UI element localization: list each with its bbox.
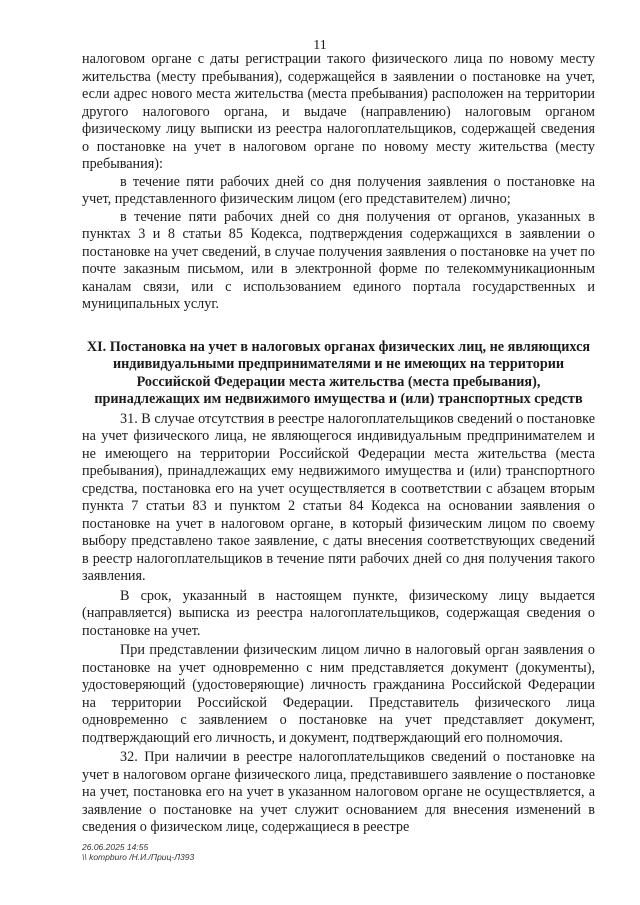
paragraph-term-personal: в течение пяти рабочих дней со дня получения заявления о постановке на учет, представленного физическим лицом (его представителем) лично; bbox=[82, 173, 595, 207]
page-number: 11 bbox=[313, 38, 327, 53]
paragraph-31: 31. В случае отсутствия в реестре налогоплательщиков сведений о постановке на учет физического лица, не являющегося индивидуальным предпринимателем и не имеющего на территории Российской Федерации места жительства (места пребывания), принадлежащих ему недвижимого имущества и (или) транспортного средства, постановка его на учет осуществляется в соответствии с абзацем вторым пункта 7 статьи 83 и пунктом 2 статьи 84 Кодекса на основании заявления о постановке на учет в налоговом органе, в который физическим лицом по своему выбору представлено такое заявление, с даты внесения соответствующих сведений в реестр налогоплательщиков в течение пяти рабочих дней со дня получения такого заявления. bbox=[82, 410, 595, 584]
paragraph-32: 32. При наличии в реестре налогоплательщиков сведений о постановке на учет в налоговом органе физического лица, представившего заявление о постановке на учет, постановка его на учет в указанном налоговом органе не осуществляется, а заявление о постановке на учет служит основанием для внесения изменений в сведения о физическом лице, содержащиеся в реестре bbox=[82, 749, 595, 835]
paragraph-31-extract: В срок, указанный в настоящем пункте, физическому лицу выдается (направляется) выписка из реестра налогоплательщиков, содержащая сведения о постановке на учет. bbox=[82, 587, 595, 639]
footer-path: \\ kompburo /Н.И./Приц-Л393 bbox=[82, 852, 195, 862]
paragraph-continuation: налоговом органе с даты регистрации такого физического лица по новому месту жительства (месту пребывания), содержащейся в заявлении о постановке на учет, если адрес нового места жительства (места пребывания) расположен на территории другого налогового органа, и выдаче (направлению) налоговым органом физическому лицу выписки из реестра налогоплательщиков, содержащей сведения о постановке на учет в налоговом органе по новому месту жительства (месту пребывания): bbox=[82, 51, 595, 172]
paragraph-31-personal: При представлении физическим лицом лично в налоговый орган заявления о постановке на учет одновременно с ним представляется документ (документы), удостоверяющий (удостоверяющие) личность гражданина Российской Федерации на территории Российской Федерации. Представитель физического лица одновременно с заявлением о постановке на учет представляет документ, подтверждающий его личность, и документ, подтверждающий его полномочия. bbox=[82, 642, 595, 746]
paragraph-term-mail: в течение пяти рабочих дней со дня получения от органов, указанных в пунктах 3 и 8 статьи 85 Кодекса, подтверждения содержащихся в заявлении о постановке на учет сведений, в случае получения заявления о постановке на учет по почте заказным письмом, или в электронной форме по телекоммуникационным каналам связи, или с использованием единого портала государственных и муниципальных услуг. bbox=[82, 208, 595, 312]
section-heading: XI. Постановка на учет в налоговых органах физических лиц, не являющихся индивидуальными предпринимателями и не имеющих на территории Российской Федерации места жительства (места пребывания), принадлежащих им недвижимого имущества и (или) транспортных средств bbox=[86, 338, 591, 407]
footer-date: 26.06.2025 14:55 bbox=[82, 842, 149, 852]
document-body bbox=[82, 51, 595, 837]
footer-stamp bbox=[82, 842, 194, 862]
